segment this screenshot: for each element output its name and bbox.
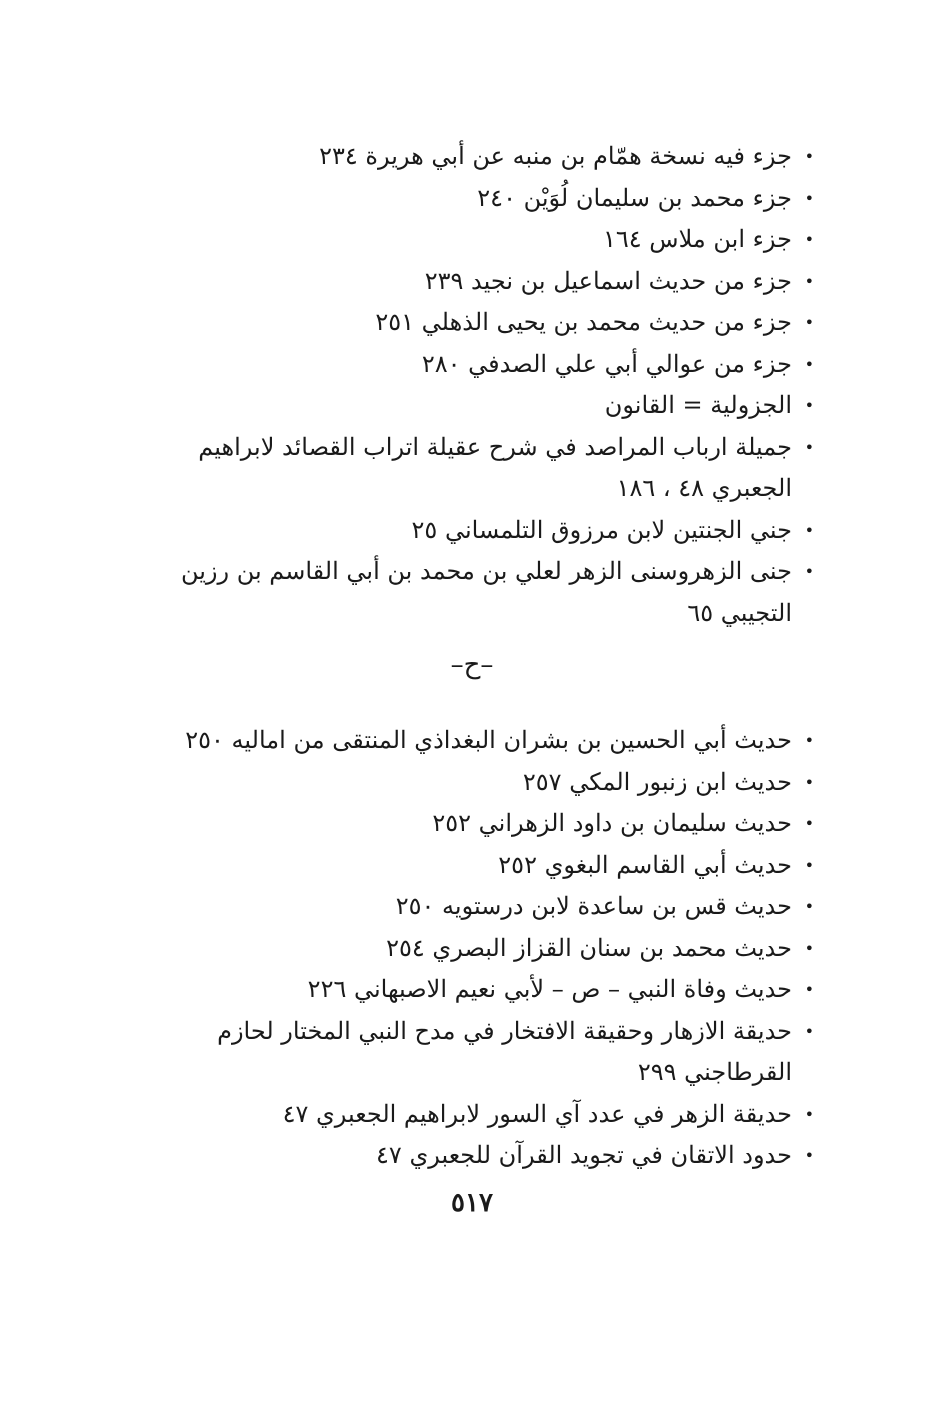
bullet-icon: • — [804, 147, 814, 166]
entry-text: حديث أبي القاسم البغوي ٢٥٢ — [498, 850, 792, 879]
entry-text: الجزولية = القانون — [604, 391, 792, 419]
entry-text: حديقة الازهار وحقيقة الافتخار في مدح النبي المختار لحازم القرطاجني ٢٩٩ — [217, 1016, 792, 1086]
index-entry — [134, 302, 814, 344]
bullet-icon: • — [804, 562, 814, 581]
index-entry — [134, 928, 814, 970]
index-entry — [134, 385, 814, 427]
bullet-icon: • — [804, 897, 814, 916]
bullet-icon: • — [804, 520, 814, 540]
index-entry — [134, 720, 814, 762]
bullet-icon: • — [804, 1104, 814, 1124]
index-entry — [134, 178, 814, 220]
entry-text: جزء محمد بن سليمان لُوَيْن ٢٤٠ — [477, 183, 792, 212]
bullet-icon: • — [804, 731, 814, 750]
index-entry — [134, 551, 814, 634]
index-section-ha — [134, 720, 814, 1177]
index-entry — [134, 261, 814, 303]
entry-text: حديث أبي الحسين بن بشران البغداذي المنتقى من اماليه ٢٥٠ — [185, 726, 792, 754]
entry-text: جميلة ارباب المراصد في شرح عقيلة اتراب القصائد لابراهيم الجعبري ٤٨ ، ١٨٦ — [198, 432, 792, 502]
entry-text: جزء ابن ملاس ١٦٤ — [602, 225, 792, 253]
index-entry — [134, 344, 814, 386]
entry-text: جني الجنتين لابن مرزوق التلمساني ٢٥ — [411, 515, 792, 544]
entry-text: جنى الزهروسنى الزهر لعلي بن محمد بن أبي القاسم بن رزين التجيبي ٦٥ — [180, 557, 792, 627]
index-entry — [134, 136, 814, 178]
entry-text: حديث قس بن ساعدة لابن درستويه ٢٥٠ — [395, 892, 792, 920]
entry-text: حديث وفاة النبي – ص – لأبي نعيم الاصبهاني ٢٢٦ — [307, 975, 792, 1003]
entry-text: حديث سليمان بن داود الزهراني ٢٥٢ — [432, 809, 792, 837]
index-entry — [134, 803, 814, 845]
entry-text: حديث محمد بن سنان القزاز البصري ٢٥٤ — [386, 933, 792, 962]
index-entry — [134, 219, 814, 261]
index-entry — [134, 845, 814, 887]
index-entry — [134, 762, 814, 804]
entry-text: جزء من عوالي أبي علي الصدفي ٢٨٠ — [421, 349, 792, 378]
index-entry — [134, 969, 814, 1011]
index-entry — [134, 1135, 814, 1177]
bullet-icon: • — [804, 1021, 814, 1041]
index-section-jim — [134, 136, 814, 634]
entry-text: جزء من حديث محمد بن يحيى الذهلي ٢٥١ — [375, 308, 792, 336]
bullet-icon: • — [804, 396, 814, 415]
bullet-icon: • — [804, 980, 814, 999]
index-entry — [134, 1011, 814, 1094]
entry-text: جزء من حديث اسماعيل بن نجيد ٢٣٩ — [424, 266, 792, 295]
bullet-icon: • — [804, 1146, 814, 1165]
bullet-icon: • — [804, 772, 814, 792]
bullet-icon: • — [804, 188, 814, 208]
bullet-icon: • — [804, 271, 814, 291]
entry-text: حديقة الزهر في عدد آي السور لابراهيم الجعبري ٤٧ — [282, 1099, 792, 1128]
bullet-icon: • — [804, 938, 814, 958]
index-entry — [134, 510, 814, 552]
index-entry — [134, 1094, 814, 1136]
letter-heading: –ح– — [450, 650, 494, 680]
entry-text: جزء فيه نسخة همّام بن منبه عن أبي هريرة ٢٣٤ — [319, 142, 792, 170]
bullet-icon: • — [804, 313, 814, 332]
index-entry — [134, 886, 814, 928]
bullet-icon: • — [804, 354, 814, 374]
bullet-icon: • — [804, 230, 814, 249]
bullet-icon: • — [804, 437, 814, 457]
bullet-icon: • — [804, 855, 814, 875]
index-entry — [134, 427, 814, 510]
entry-text: حدود الاتقان في تجويد القرآن للجعبري ٤٧ — [376, 1141, 792, 1169]
bullet-icon: • — [804, 814, 814, 833]
entry-text: حديث ابن زنبور المكي ٢٥٧ — [522, 767, 792, 796]
page-number: ٥١٧ — [451, 1188, 493, 1218]
